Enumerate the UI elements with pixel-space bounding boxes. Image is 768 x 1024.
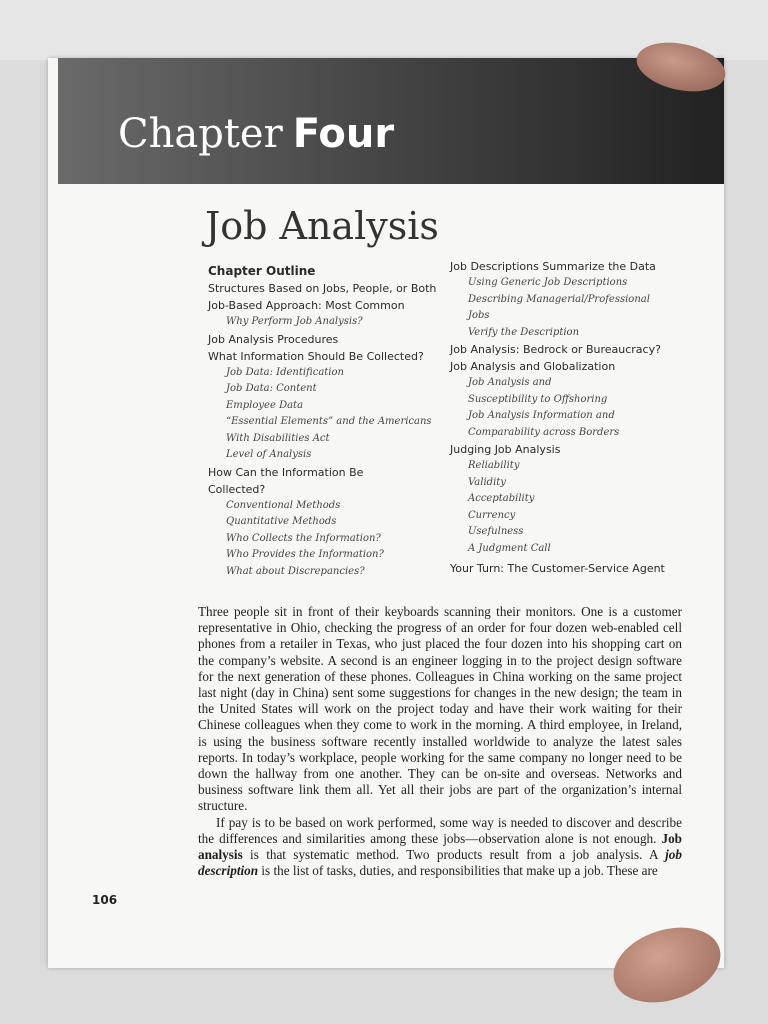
outline-subsection: Job Data: Content — [226, 383, 317, 394]
outline-subsection: Conventional Methods — [226, 499, 341, 511]
outline-section: Job Analysis and Globalization — [450, 360, 616, 373]
outline-subsection: Who Provides the Information? — [226, 549, 384, 560]
outline-subsection: Level of Analysis — [226, 449, 312, 460]
outline-section: Job Analysis: Bedrock or Bureaucracy? — [450, 343, 661, 356]
outline-subsection: What about Discrepancies? — [226, 565, 365, 577]
body-text — [198, 604, 682, 879]
chapter-number: Four — [292, 111, 395, 157]
outline-subsection: “Essential Elements” and the Americans — [226, 416, 432, 427]
outline-subsection: Verify the Description — [468, 326, 580, 338]
paragraph-2 — [198, 815, 682, 880]
outline-subsection: With Disabilities Act — [226, 432, 330, 444]
outline-subsection: Jobs — [468, 310, 490, 321]
outline-subsection: Comparability across Borders — [468, 426, 620, 438]
outline-subsection: Acceptability — [468, 493, 535, 504]
outline-section: Job-Based Approach: Most Common — [208, 299, 405, 312]
outline-heading: Chapter Outline — [208, 264, 316, 278]
outline-subsection: Usefulness — [468, 526, 524, 537]
page-number: 106 — [92, 893, 118, 907]
paragraph-2-text-a: If pay is to be based on work performed, some way is needed to discover and describe the differences and similarities among these jobs—observation alone is not enough. — [198, 814, 682, 846]
chapter-word: Chapter — [118, 111, 283, 157]
outline-subsection: Why Perform Job Analysis? — [226, 316, 363, 327]
paragraph-2-text-b: is that systematic method. Two products result from a job analysis. A — [242, 847, 666, 863]
outline-subsection: Describing Managerial/Professional — [468, 293, 650, 305]
outline-subsection: Susceptibility to Offshoring — [468, 393, 608, 405]
chapter-outline-left — [208, 262, 444, 580]
outline-subsection: Validity — [468, 476, 506, 488]
outline-subsection: Reliability — [468, 460, 520, 471]
paragraph-1: Three people sit in front of their keyboards scanning their monitors. One is a customer representative in Ohio, checking the progress of an order for four dozen web-enabled cell phones from a retailer in Texas, who just placed the four dozen into his shopping cart on the company’s website. A second is an engineer logging in to the project design software for the next generation of these phones. Colleagues in China working on the same project last night (day in China) sent some suggestions for changes in the new design; the team in the United States will work on the project today and have their work waiting for their Chinese colleagues when they come to work in the morning. A third employee, in Ireland, is using the business software recently installed worldwide to analyze the latest sales reports. In today’s workplace, people working for the same company no longer need to be down the hallway from one another. They can be on-site and overseas. Networks and business software link them all. Yet all their jobs are part of the organization’s internal structure. — [198, 604, 682, 814]
outline-section: What Information Should Be Collected? — [208, 349, 424, 363]
outline-section: Job Analysis Procedures — [208, 332, 339, 346]
outline-section: Collected? — [208, 482, 266, 496]
outline-section: Job Descriptions Summarize the Data — [450, 260, 656, 273]
term-job-description: job description — [198, 847, 682, 879]
outline-subsection: A Judgment Call — [468, 542, 551, 554]
chapter-outline-right — [450, 258, 680, 577]
outline-subsection: Using Generic Job Descriptions — [468, 277, 628, 288]
outline-section: Judging Job Analysis — [450, 443, 561, 456]
outline-subsection: Job Analysis and — [468, 377, 552, 388]
paragraph-2-text-c: is the list of tasks, duties, and responsibilities that make up a job. These are — [258, 863, 658, 879]
outline-subsection: Job Analysis Information and — [468, 410, 615, 421]
outline-subsection: Quantitative Methods — [226, 516, 337, 527]
chapter-heading — [118, 110, 394, 157]
outline-section: Your Turn: The Customer-Service Agent — [450, 562, 665, 575]
outline-subsection: Employee Data — [226, 399, 304, 411]
outline-subsection: Who Collects the Information? — [226, 532, 381, 544]
outline-subsection: Currency — [468, 509, 516, 521]
term-job-analysis: Job analysis — [198, 830, 682, 863]
outline-section: Structures Based on Jobs, People, or Both — [208, 282, 437, 295]
outline-subsection: Job Data: Identification — [226, 366, 344, 378]
page-title: Job Analysis — [205, 204, 439, 248]
outline-section: How Can the Information Be — [208, 465, 364, 479]
